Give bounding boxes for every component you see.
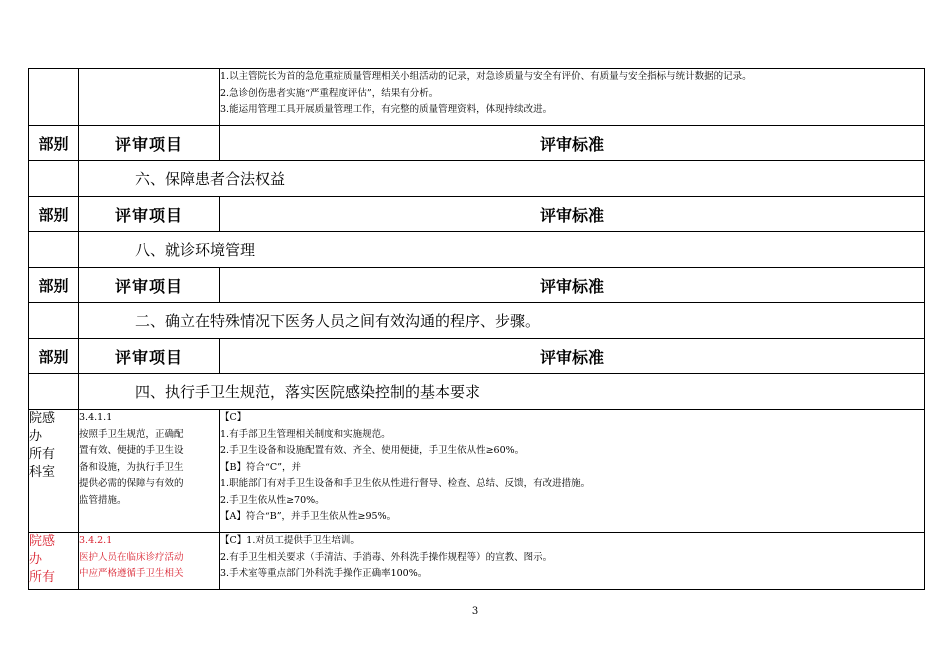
- table-header-row: [29, 268, 925, 303]
- item-cell: 3.4.2.1 医护人员在临床诊疗活动 中应严格遵循手卫生相关: [79, 533, 220, 590]
- criteria-line: 2.急诊创伤患者实施“严重程度评估”，结果有分析。: [220, 87, 439, 99]
- item-code: 3.4.1.1: [79, 412, 113, 423]
- header-standard: 评审标准: [220, 268, 925, 303]
- criteria-line: 【C】1.对员工提供手卫生培训。: [220, 535, 360, 546]
- empty-dept-cell: [29, 161, 79, 197]
- criteria-line: 1.以主管院长为首的急危重症质量管理相关小组活动的记录，对急诊质量与安全有评价、有质量与安全指标与统计数据的记录。: [220, 71, 752, 82]
- header-standard: 评审标准: [220, 197, 925, 232]
- item-cell: 3.4.1.1 按照手卫生规范，正确配 置有效、便捷的手卫生设 备和设施，为执行手卫生 提供必需的保障与有效的 监管措施。: [79, 410, 220, 533]
- grade-b-label: 【B】符合“C”，并: [220, 461, 301, 473]
- empty-dept-cell: [29, 232, 79, 268]
- header-dept: 部别: [29, 268, 79, 303]
- header-standard: 评审标准: [220, 339, 925, 374]
- section-row: [29, 303, 925, 339]
- header-item: 评审项目: [79, 339, 220, 374]
- criteria-cell: [220, 410, 925, 533]
- table-header-row: [29, 126, 925, 161]
- section-title: 四、执行手卫生规范，落实医院感染控制的基本要求: [79, 374, 925, 410]
- dept-cell: 院感 办 所有: [29, 533, 79, 590]
- empty-dept-cell: [29, 303, 79, 339]
- criteria-line: 2.手卫生设备和设施配置有效、齐全、使用便捷，手卫生依从性≥60%。: [220, 445, 525, 456]
- table-row: [29, 533, 925, 590]
- criteria-line: 3.能运用管理工具开展质量管理工作，有完整的质量管理资料，体现持续改进。: [220, 104, 553, 115]
- section-row: [29, 232, 925, 268]
- criteria-line: 1.有手部卫生管理相关制度和实施规范。: [220, 428, 391, 440]
- grade-c-label: 【C】: [220, 412, 247, 423]
- empty-dept-cell: [29, 374, 79, 410]
- section-title: 六、保障患者合法权益: [79, 161, 925, 197]
- criteria-cell: [220, 533, 925, 590]
- section-row: [29, 161, 925, 197]
- criteria-line: 1.职能部门有对手卫生设备和手卫生依从性进行督导、检查、总结、反馈，有改进措施。: [220, 478, 591, 489]
- criteria-cell: [220, 69, 925, 126]
- empty-dept-cell: [29, 69, 79, 126]
- criteria-line: 2.手卫生依从性≥70%。: [220, 494, 325, 506]
- criteria-line: 2.有手卫生相关要求（手清洁、手消毒、外科洗手操作规程等）的宣教、图示。: [220, 551, 553, 563]
- header-item: 评审项目: [79, 268, 220, 303]
- criteria-line: 3.手术室等重点部门外科洗手操作正确率100%。: [220, 568, 428, 579]
- table-header-row: [29, 339, 925, 374]
- header-item: 评审项目: [79, 197, 220, 232]
- section-title: 八、就诊环境管理: [79, 232, 925, 268]
- page-number: 3: [471, 606, 479, 617]
- header-dept: 部别: [29, 197, 79, 232]
- header-dept: 部别: [29, 339, 79, 374]
- header-dept: 部别: [29, 126, 79, 161]
- table-header-row: [29, 197, 925, 232]
- continuation-row: [29, 69, 925, 126]
- review-standards-table: [28, 68, 925, 590]
- section-row: [29, 374, 925, 410]
- grade-a-label: 【A】符合“B”，并手卫生依从性≥95%。: [220, 511, 397, 522]
- header-standard: 评审标准: [220, 126, 925, 161]
- table-row: [29, 410, 925, 533]
- empty-item-cell: [79, 69, 220, 126]
- item-code: 3.4.2.1: [79, 535, 113, 546]
- header-item: 评审项目: [79, 126, 220, 161]
- section-title: 二、确立在特殊情况下医务人员之间有效沟通的程序、步骤。: [79, 303, 925, 339]
- dept-cell: 院感 办 所有 科室: [29, 410, 79, 533]
